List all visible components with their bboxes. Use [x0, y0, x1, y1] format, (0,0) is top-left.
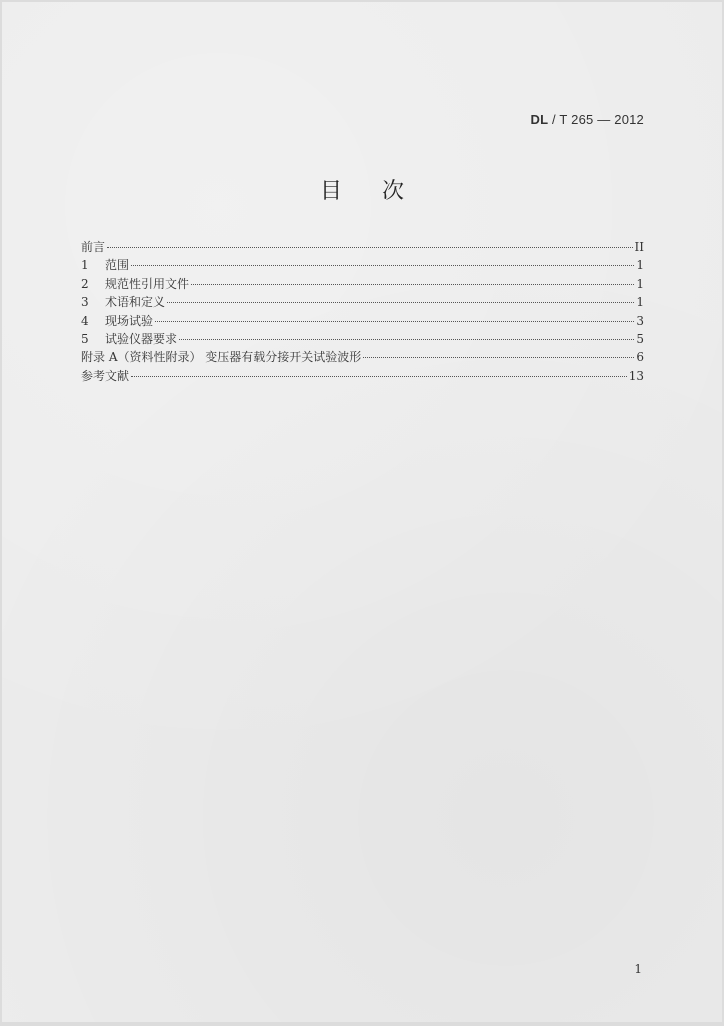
toc-dot-leader [179, 339, 634, 340]
toc-entry-page: 1 [636, 276, 644, 291]
toc-entry-page: 1 [636, 295, 644, 310]
toc-entry-number: 4 [81, 313, 89, 328]
toc-entry-title: 参考文献 [81, 368, 130, 383]
toc-entry-page: 1 [636, 258, 644, 273]
toc-entry-title: 附录 A（资料性附录） 变压器有载分接开关试验波形 [81, 350, 362, 365]
toc-dot-leader [191, 284, 634, 285]
toc-entry-page: 13 [628, 368, 644, 383]
toc-entry-number: 5 [81, 331, 89, 346]
toc-entry-page: 3 [636, 313, 644, 328]
toc-dot-leader [155, 321, 634, 322]
toc-entry-title: 试验仪器要求 [105, 331, 178, 346]
toc-entry[interactable] [81, 348, 644, 366]
toc-entry[interactable] [81, 330, 644, 348]
toc-entry[interactable] [81, 238, 644, 256]
toc-entry-title: 范围 [105, 258, 130, 273]
toc-entry[interactable] [81, 275, 644, 293]
toc-entry[interactable] [81, 367, 644, 385]
table-of-contents [81, 238, 644, 385]
document-page [2, 2, 722, 1022]
toc-entry-title: 现场试验 [105, 313, 154, 328]
toc-entry[interactable] [81, 312, 644, 330]
standard-code-prefix: DL [530, 112, 549, 127]
toc-entry-number: 1 [81, 258, 89, 273]
toc-entry-number: 3 [81, 295, 89, 310]
toc-entry-page: 6 [636, 350, 644, 365]
toc-dot-leader [167, 302, 634, 303]
toc-dot-leader [131, 265, 634, 266]
toc-entry-page: 5 [636, 331, 644, 346]
page-title: 目次 [319, 179, 444, 204]
toc-entry-title: 规范性引用文件 [105, 276, 190, 291]
toc-dot-leader [131, 376, 627, 377]
toc-entry-page: II [634, 240, 644, 254]
toc-entry[interactable] [81, 293, 644, 311]
toc-dot-leader [107, 247, 633, 248]
standard-code [531, 112, 645, 127]
toc-dot-leader [363, 357, 634, 358]
page-number: 1 [634, 962, 642, 976]
standard-code-number: / T 265 — 2012 [548, 112, 644, 127]
toc-entry-title: 前言 [81, 240, 106, 254]
toc-entry-number: 2 [81, 276, 89, 291]
toc-entry[interactable] [81, 256, 644, 274]
toc-entry-title: 术语和定义 [105, 295, 166, 310]
